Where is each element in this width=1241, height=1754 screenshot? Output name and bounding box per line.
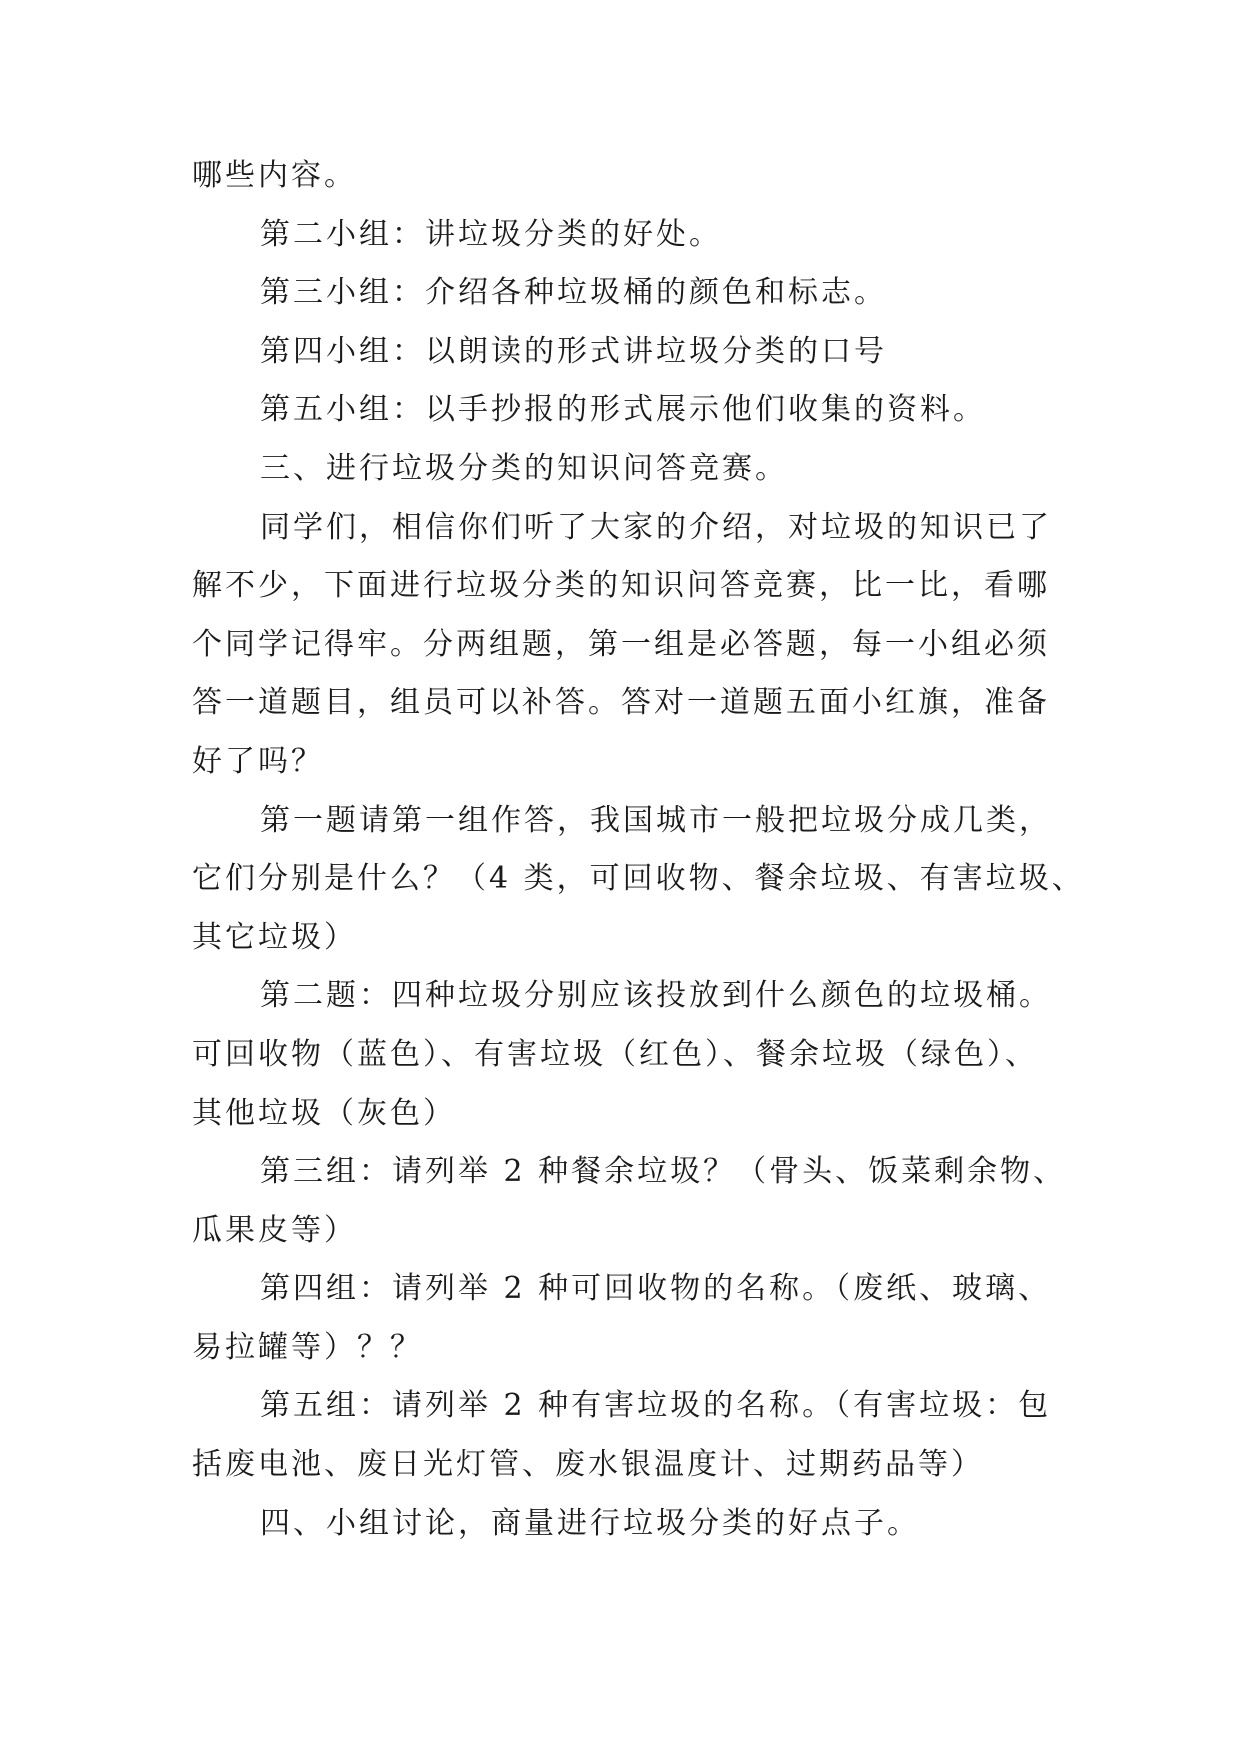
text-line: 括废电池、废日光灯管、废水银温度计、过期药品等） bbox=[192, 1447, 984, 1483]
text-line: 哪些内容。 bbox=[192, 158, 357, 193]
text-line: 第五组：请列举 2 种有害垃圾的名称。（有害垃圾：包 bbox=[260, 1388, 1052, 1424]
text-line: 它们分别是什么？（4 类，可回收物、餐余垃圾、有害垃圾、 bbox=[192, 861, 1085, 897]
text-line: 第四小组：以朗读的形式讲垃圾分类的口号 bbox=[260, 333, 887, 369]
text-line: 瓜果皮等） bbox=[192, 1212, 357, 1248]
text-line: 第二小组：讲垃圾分类的好处。 bbox=[260, 216, 722, 252]
text-line: 第一题请第一组作答，我国城市一般把垃圾分成几类， bbox=[260, 802, 1052, 838]
text-line: 好了吗？ bbox=[192, 743, 324, 779]
text-line: 其它垃圾） bbox=[192, 919, 357, 955]
text-line: 第五小组：以手抄报的形式展示他们收集的资料。 bbox=[260, 392, 986, 428]
text-line: 第四组：请列举 2 种可回收物的名称。（废纸、玻璃、 bbox=[260, 1271, 1052, 1307]
text-line: 答一道题目，组员可以补答。答对一道题五面小红旗，准备 bbox=[192, 685, 1050, 721]
text-line: 同学们，相信你们听了大家的介绍，对垃圾的知识已了 bbox=[260, 509, 1052, 545]
text-line: 第三组：请列举 2 种餐余垃圾？（骨头、饭菜剩余物、 bbox=[260, 1154, 1067, 1190]
text-line: 易拉罐等）？？ bbox=[192, 1329, 423, 1365]
text-line: 个同学记得牢。分两组题，第一组是必答题，每一小组必须 bbox=[192, 626, 1050, 662]
section-heading: 四、小组讨论，商量进行垃圾分类的好点子。 bbox=[260, 1505, 920, 1541]
section-heading: 三、进行垃圾分类的知识问答竞赛。 bbox=[260, 450, 788, 486]
text-line: 其他垃圾（灰色） bbox=[192, 1095, 456, 1131]
text-line: 可回收物（蓝色）、有害垃圾（红色）、餐余垃圾（绿色）、 bbox=[192, 1036, 1038, 1072]
text-line: 解不少，下面进行垃圾分类的知识问答竞赛，比一比，看哪 bbox=[192, 568, 1050, 604]
text-line: 第三小组：介绍各种垃圾桶的颜色和标志。 bbox=[260, 275, 887, 311]
text-line: 第二题：四种垃圾分别应该投放到什么颜色的垃圾桶。 bbox=[260, 978, 1052, 1014]
body-text bbox=[192, 156, 1085, 1562]
